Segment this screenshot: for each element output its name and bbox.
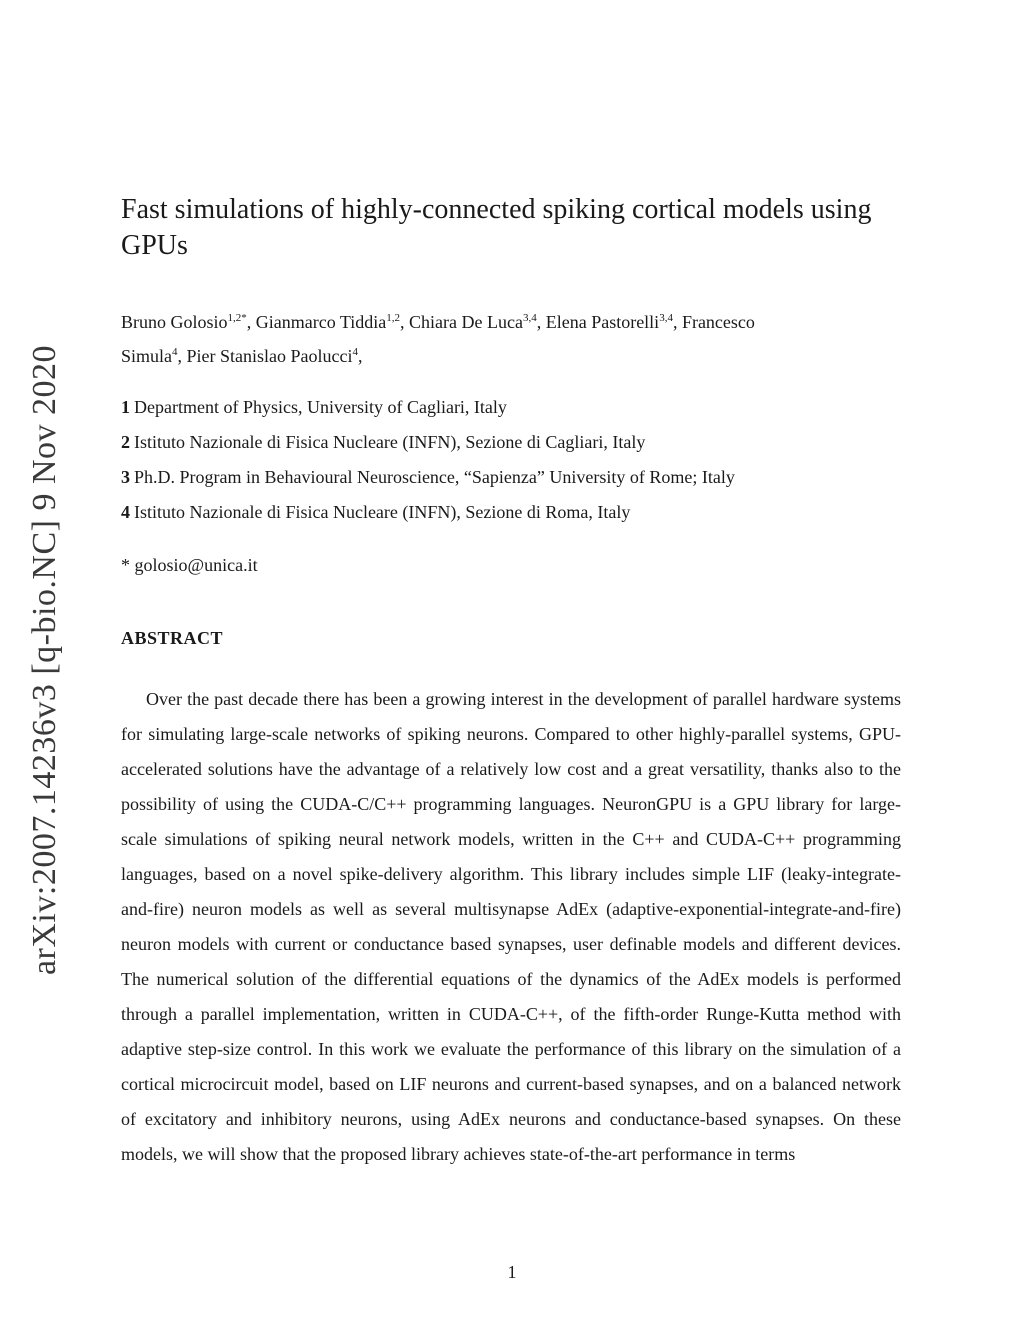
affiliation-item bbox=[121, 498, 901, 533]
author-separator: , bbox=[246, 312, 256, 332]
author-name: Bruno Golosio bbox=[121, 312, 228, 332]
affiliation-list bbox=[121, 393, 901, 533]
author-name: Pier Stanislao Paolucci bbox=[186, 346, 353, 366]
author-separator: , Francesco bbox=[672, 312, 755, 332]
corresponding-author-email: * golosio@unica.it bbox=[121, 555, 258, 575]
author-affiliation-marker: 3,4 bbox=[522, 312, 537, 324]
page-number: 1 bbox=[507, 1262, 517, 1282]
affiliation-number: 2 bbox=[121, 432, 130, 452]
author-list bbox=[121, 305, 901, 373]
affiliation-number: 4 bbox=[121, 502, 130, 522]
affiliation-text: Ph.D. Program in Behavioural Neuroscience, “Sapienza” University of Rome; Italy bbox=[134, 467, 735, 487]
author-line-2 bbox=[121, 339, 901, 373]
affiliation-number: 1 bbox=[121, 397, 130, 417]
affiliation-number: 3 bbox=[121, 467, 130, 487]
author-separator: , bbox=[536, 312, 546, 332]
affiliation-text: Istituto Nazionale di Fisica Nucleare (INFN), Sezione di Roma, Italy bbox=[134, 502, 631, 522]
affiliation-text: Istituto Nazionale di Fisica Nucleare (INFN), Sezione di Cagliari, Italy bbox=[134, 432, 646, 452]
abstract-heading: ABSTRACT bbox=[121, 628, 224, 648]
author-name: Gianmarco Tiddia bbox=[255, 312, 387, 332]
affiliation-item bbox=[121, 463, 901, 498]
author-separator: , bbox=[177, 346, 187, 366]
author-name: Elena Pastorelli bbox=[545, 312, 660, 332]
author-affiliation-marker: 1,2* bbox=[227, 312, 247, 324]
paper-title: Fast simulations of highly-connected spiking cortical models using GPUs bbox=[121, 194, 872, 261]
author-affiliation-marker: 4 bbox=[352, 346, 358, 358]
abstract-body: Over the past decade there has been a growing interest in the development of parallel hardware systems for simulating large-scale networks of spiking neurons. Compared to other highly-parallel systems, GPU-accelerated solutions have the advantage of a relatively low cost and a great versatility, thanks also to the possibility of using the CUDA-C/C++ programming languages. NeuronGPU is a GPU library for large-scale simulations of spiking neural network models, written in the C++ and CUDA-C++ programming languages, based on a novel spike-delivery algorithm. This library includes simple LIF (leaky-integrate-and-fire) neuron models as well as several multisynapse AdEx (adaptive-exponential-integrate-and-fire) neuron models with current or conductance based synapses, user definable models and different devices. The numerical solution of the differential equations of the dynamics of the AdEx models is performed through a parallel implementation, written in CUDA-C++, of the fifth-order Runge-Kutta method with adaptive step-size control. In this work we evaluate the performance of this library on the simulation of a cortical microcircuit model, based on LIF neurons and current-based synapses, and on a balanced network of excitatory and inhibitory neurons, using AdEx neurons and conductance-based synapses. On these models, we will show that the proposed library achieves state-of-the-art performance in terms bbox=[121, 689, 901, 1164]
affiliation-item bbox=[121, 428, 901, 463]
author-name: Simula bbox=[121, 346, 173, 366]
author-name: Chiara De Luca bbox=[409, 312, 523, 332]
author-affiliation-marker: 1,2 bbox=[386, 312, 401, 324]
author-separator: , bbox=[400, 312, 410, 332]
affiliation-text: Department of Physics, University of Cagliari, Italy bbox=[134, 397, 507, 417]
affiliation-item bbox=[121, 393, 901, 428]
author-separator: , bbox=[358, 346, 363, 366]
author-affiliation-marker: 3,4 bbox=[659, 312, 673, 324]
arxiv-identifier: arXiv:2007.14236v3 [q-bio.NC] 9 Nov 2020 bbox=[26, 344, 63, 976]
author-line-1 bbox=[121, 305, 901, 339]
author-affiliation-marker: 4 bbox=[172, 346, 178, 358]
